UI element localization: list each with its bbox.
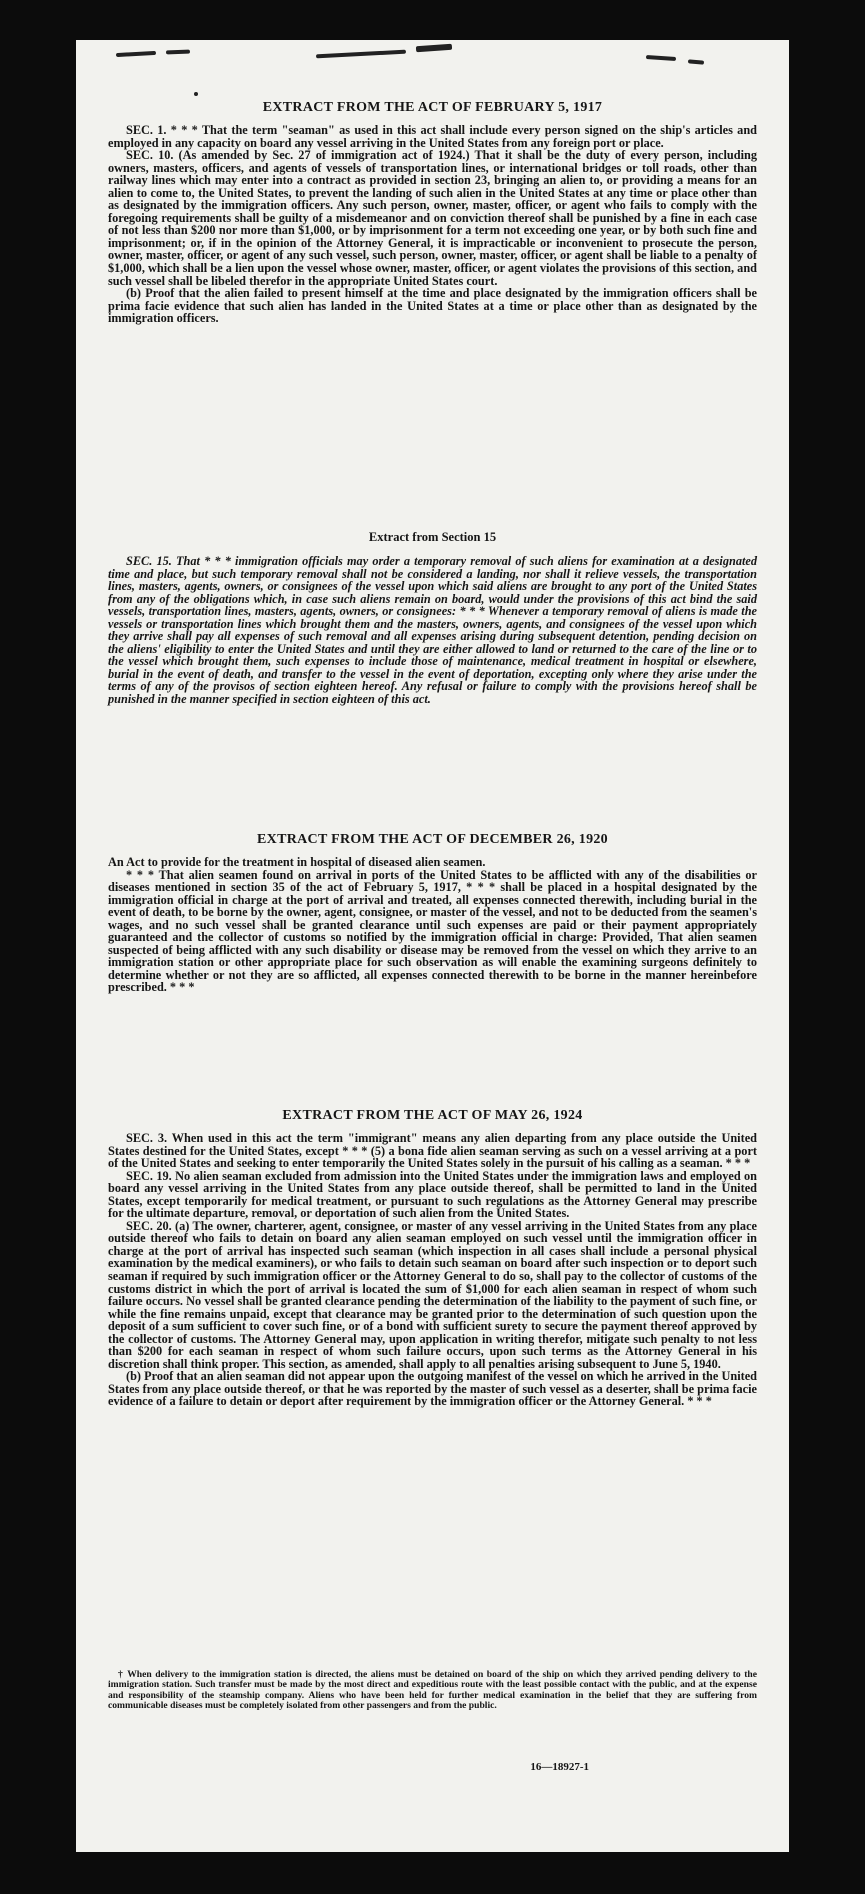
section-heading: EXTRACT FROM THE ACT OF DECEMBER 26, 1920	[257, 832, 608, 847]
section-act-1920	[108, 832, 757, 994]
document-page	[76, 40, 789, 1852]
paragraph: SEC. 20. (a) The owner, charterer, agent, consignee, or master of any vessel arriving in the United States from any place outside thereof who fails to detain on board any alien seaman employed on such vessel until the immigration officer in charge at the port of arrival has inspected such seaman (which inspection in all cases shall include a personal physical examination by the medical examiners), or who fails to detain such seaman on board after such inspection or to deport such seaman if required by such immigration officer or the Attorney General to do so, shall pay to the collector of customs of the customs district in which the port of arrival is located the sum of $1,000 for each alien seaman in respect of whom such failure occurs. No vessel shall be granted clearance pending the determination of the liability to the payment of such fine, or while the fine remains unpaid, except that clearance may be granted prior to the determination of such question upon the deposit of a sum sufficient to cover such fine, or of a bond with sufficient surety to secure the payment thereof approved by the collector of customs. The Attorney General may, upon application in writing therefor, mitigate such penalty to not less than $200 for each seaman in respect of whom such failure occurs, upon such terms as the Attorney General in his discretion shall think proper. This section, as amended, shall apply to all penalties arising subsequent to June 5, 1940.	[108, 1218, 757, 1371]
paragraph: (b) Proof that the alien failed to present himself at the time and place designated by the immigration officers shall be prima facie evidence that such alien has landed in the United States at a time or place other than as designated by the immigration officers.	[108, 286, 757, 326]
paragraph: SEC. 3. When used in this act the term "immigrant" means any alien departing from any place outside the United States destined for the United States, except * * * (5) a bona fide alien seaman serving as such on a vessel arriving at a port of the United States and seeking to enter temporarily the United States solely in the pursuit of his calling as a seaman. * * *	[108, 1131, 757, 1171]
section-extract-15	[108, 530, 757, 706]
section-act-1917	[108, 100, 757, 325]
section-heading: EXTRACT FROM THE ACT OF MAY 26, 1924	[282, 1108, 583, 1123]
paragraph: (b) Proof that an alien seaman did not appear upon the outgoing manifest of the vessel on which he arrived in the United States from any place outside thereof, or that he was reported by the master of such vessel as a deserter, shall be prima facie evidence of a failure to detain or deport after requirement by the immigration officer or the Attorney General. * * *	[108, 1369, 757, 1409]
form-number: 16—18927-1	[530, 1761, 589, 1773]
section-heading: Extract from Section 15	[368, 530, 497, 544]
paragraph: An Act to provide for the treatment in hospital of diseased alien seamen.	[108, 855, 486, 869]
paragraph: SEC. 1. * * * That the term "seaman" as used in this act shall include every person signed on the ship's articles and employed in any capacity on board any vessel arriving in the United States from any foreign port or place.	[108, 123, 757, 150]
paragraph: SEC. 19. No alien seaman excluded from admission into the United States under the immigration laws and employed on board any vessel arriving in the United States from any place outside thereof, shall be permitted to land in the United States, except temporarily for medical treatment, or pursuant to such regulations as the Attorney General may prescribe for the ultimate departure, removal, or deportation of such alien from the United States.	[108, 1168, 757, 1221]
footnote	[108, 1670, 757, 1712]
paragraph: * * * That alien seamen found on arrival in ports of the United States to be afflicted with any of the disabilities or diseases mentioned in section 35 of the act of February 5, 1917, * * * shall be placed in a hospital designated by the immigration official in charge at the port of arrival and treated, all expenses connected therewith, including burial in the event of death, to be borne by the owner, agent, consignee, or master of the vessel, and not to be deducted from the seamen's wages, and no such vessel shall be granted clearance until such expenses are paid or their payment appropriately guaranteed and the collector of customs so notified by the immigration official in charge: Provided, That alien seamen suspected of being afflicted with any such disability or disease may be removed from the vessel on which they arrive to an immigration station or other appropriate place for such observation as will enable the examining surgeons definitely to determine whether or not they are so afflicted, all expenses connected therewith to be borne in the manner hereinbefore prescribed. * * *	[108, 867, 757, 995]
paragraph: SEC. 10. (As amended by Sec. 27 of immigration act of 1924.) That it shall be the duty of every person, including owners, masters, officers, and agents of vessels of transportation lines, or international bridges or toll roads, other than railway lines which may enter into a contract as provided in section 23, bringing an alien to, or providing a means for an alien to come to, the United States, to prevent the landing of such alien in the United States at any time or place other than as designated by the immigration officers. Any such person, owner, master, officer, or agent who fails to comply with the foregoing requirements shall be guilty of a misdemeanor and on conviction thereof shall be punished by a fine in each case of not less than $200 nor more than $1,000, or by imprisonment for a term not exceeding one year, or by both such fine and imprisonment; or, if in the opinion of the Attorney General, it is impracticable or inconvenient to prosecute the person, owner, master, officer, or agent of any such vessel, such person, owner, master, officer, or agent shall be liable to a penalty of $1,000, which shall be a lien upon the vessel whose owner, master, officer, or agent violates the provisions of this section, and such vessel shall be libeled therefor in the appropriate United States court.	[108, 148, 757, 288]
section-heading: EXTRACT FROM THE ACT OF FEBRUARY 5, 1917	[262, 100, 603, 115]
paragraph: SEC. 15. That * * * immigration officials may order a temporary removal of such aliens for examination at a designated time and place, but such temporary removal shall not be considered a landing, nor shall it relieve vessels, the transportation lines, masters, agents, owners, or consignees of the vessel upon which said aliens are brought to any port of the United States from any of the obligations which, in case such aliens remain on board, would under the provisions of this act bind the said vessels, transportation lines, masters, agents, owners, or consignees: * * * Whenever a temporary removal of aliens is made the vessels or transportation lines which brought them and the masters, owners, agents, and consignees of the vessel upon which they arrive shall pay all expenses of such removal and all expenses arising during subsequent detention, pending decision on the aliens' eligibility to enter the United States and until they are either allowed to land or returned to the care of the line or to the vessel which brought them, such expenses to include those of maintenance, medical treatment in hospital or elsewhere, burial in the event of death, and transfer to the vessel in the event of deportation, excepting only where they arise under the terms of any of the provisos of section eighteen hereof. Any refusal or failure to comply with the provisions hereof shall be punished in the manner specified in section eighteen of this act.	[108, 554, 757, 707]
footnote-text: † When delivery to the immigration station is directed, the aliens must be detained on board of the ship on which they arrived pending delivery to the immigration station. Such transfer must be made by the most direct and expeditious route with the least possible contact with the public, and at the expense and responsibility of the steamship company. Aliens who have been held for further medical examination in the belief that they are suffering from communicable diseases must be completely isolated from other passengers and from the public.	[108, 1669, 757, 1712]
section-act-1924	[108, 1108, 757, 1408]
